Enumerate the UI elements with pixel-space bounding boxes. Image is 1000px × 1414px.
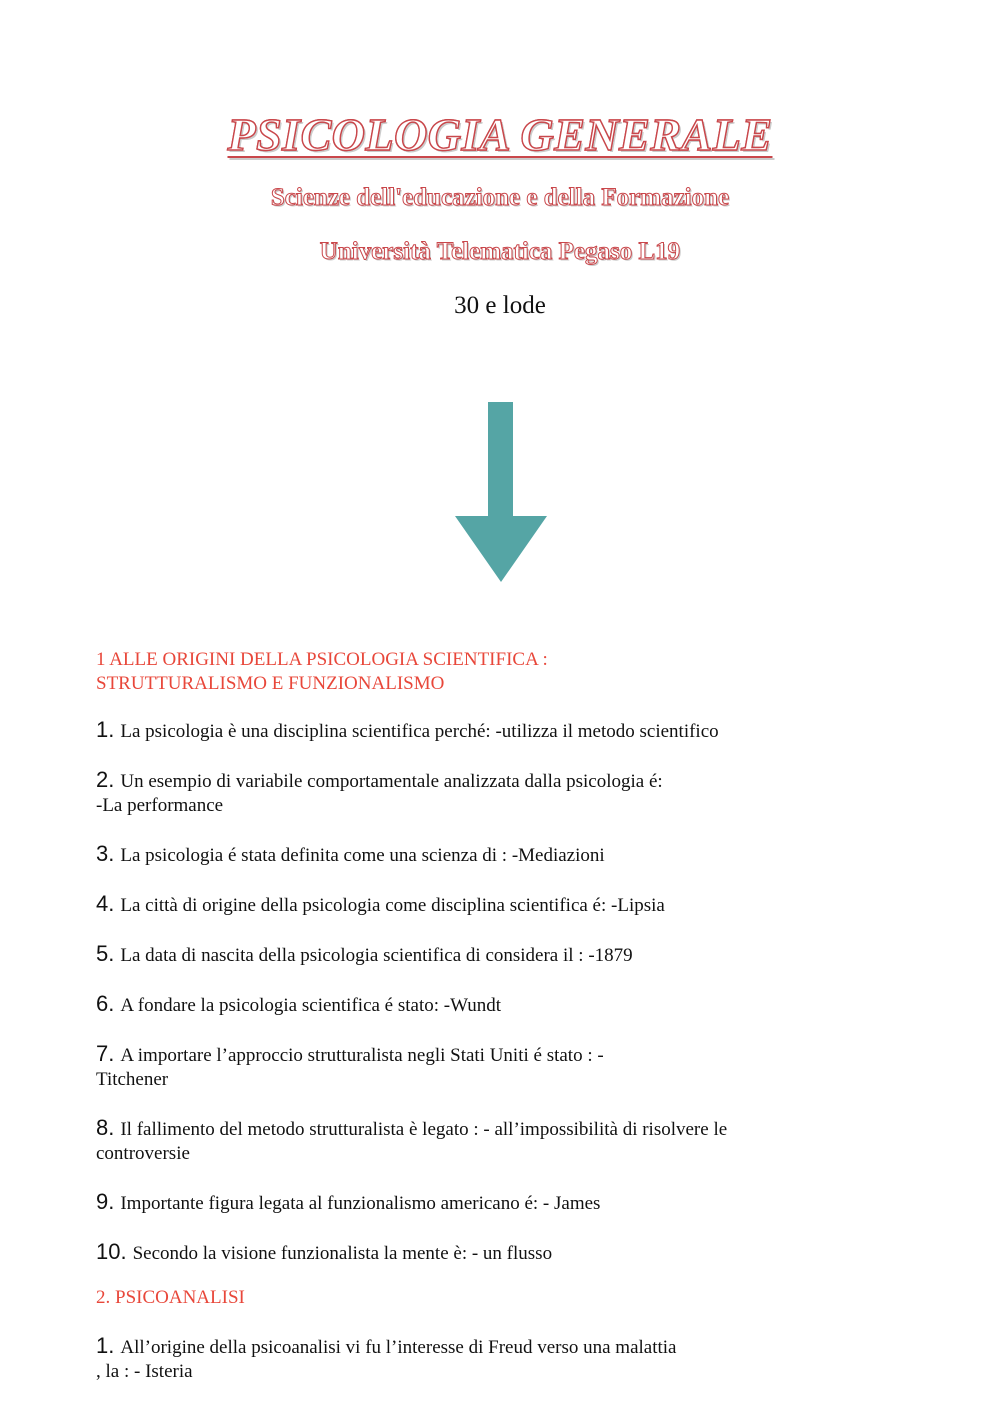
question-item [96,992,816,1018]
question-number: 8. [96,1115,115,1140]
question-item [96,1042,816,1092]
question-text: La psicologia é stata definita come una scienza di : -Mediazioni [120,845,605,866]
question-text: Il fallimento del metodo strutturalista è legato : - all’impossibilità di risolvere le controversie [96,1119,728,1164]
question-number: 7. [96,1041,115,1066]
section-heading: 2. PSICOANALISI [96,1287,245,1308]
question-text: A fondare la psicologia scientifica é stato: -Wundt [120,995,502,1016]
question-number: 5. [96,941,115,966]
question-item [96,718,816,744]
question-number: 1. [96,1333,115,1358]
question-number: 2. [96,767,115,792]
question-number: 1. [96,717,115,742]
question-item [96,1334,816,1384]
question-item [96,1240,816,1266]
question-item [96,842,816,868]
question-text: A importare l’approccio strutturalista negli Stati Uniti é stato : - Titchener [96,1045,604,1090]
grade-label: 30 e lode [454,292,546,319]
question-item [96,1116,816,1166]
question-text: La città di origine della psicologia come disciplina scientifica é: -Lipsia [120,895,665,916]
question-text: La data di nascita della psicologia scientifica di considera il : -1879 [120,945,633,966]
question-number: 9. [96,1189,115,1214]
question-text: Importante figura legata al funzionalismo americano é: - James [120,1193,601,1214]
question-text: All’origine della psicoanalisi vi fu l’interesse di Freud verso una malattia , la : - Isteria [96,1337,677,1382]
question-item [96,942,816,968]
question-number: 4. [96,891,115,916]
question-item [96,1190,816,1216]
question-item [96,768,816,818]
university-subtitle: Università Telematica Pegaso L19 [319,238,681,265]
down-arrow-shape [455,402,547,582]
question-number: 6. [96,991,115,1016]
question-text: La psicologia è una disciplina scientifica perché: -utilizza il metodo scientifico [120,721,719,742]
quiz-content [96,648,816,1384]
question-text: Secondo la visione funzionalista la mente è: - un flusso [132,1243,553,1264]
document-title: PSICOLOGIA GENERALE [227,109,773,160]
course-subtitle: Scienze dell'educazione e della Formazione [270,184,730,211]
question-number: 3. [96,841,115,866]
question-item [96,892,816,918]
question-text: Un esempio di variabile comportamentale analizzata dalla psicologia é: -La performance [96,771,663,816]
section-heading: 1 ALLE ORIGINI DELLA PSICOLOGIA SCIENTIFICA : STRUTTURALISMO E FUNZIONALISMO [96,649,548,694]
question-number: 10. [96,1239,127,1264]
down-arrow-icon [455,402,547,584]
